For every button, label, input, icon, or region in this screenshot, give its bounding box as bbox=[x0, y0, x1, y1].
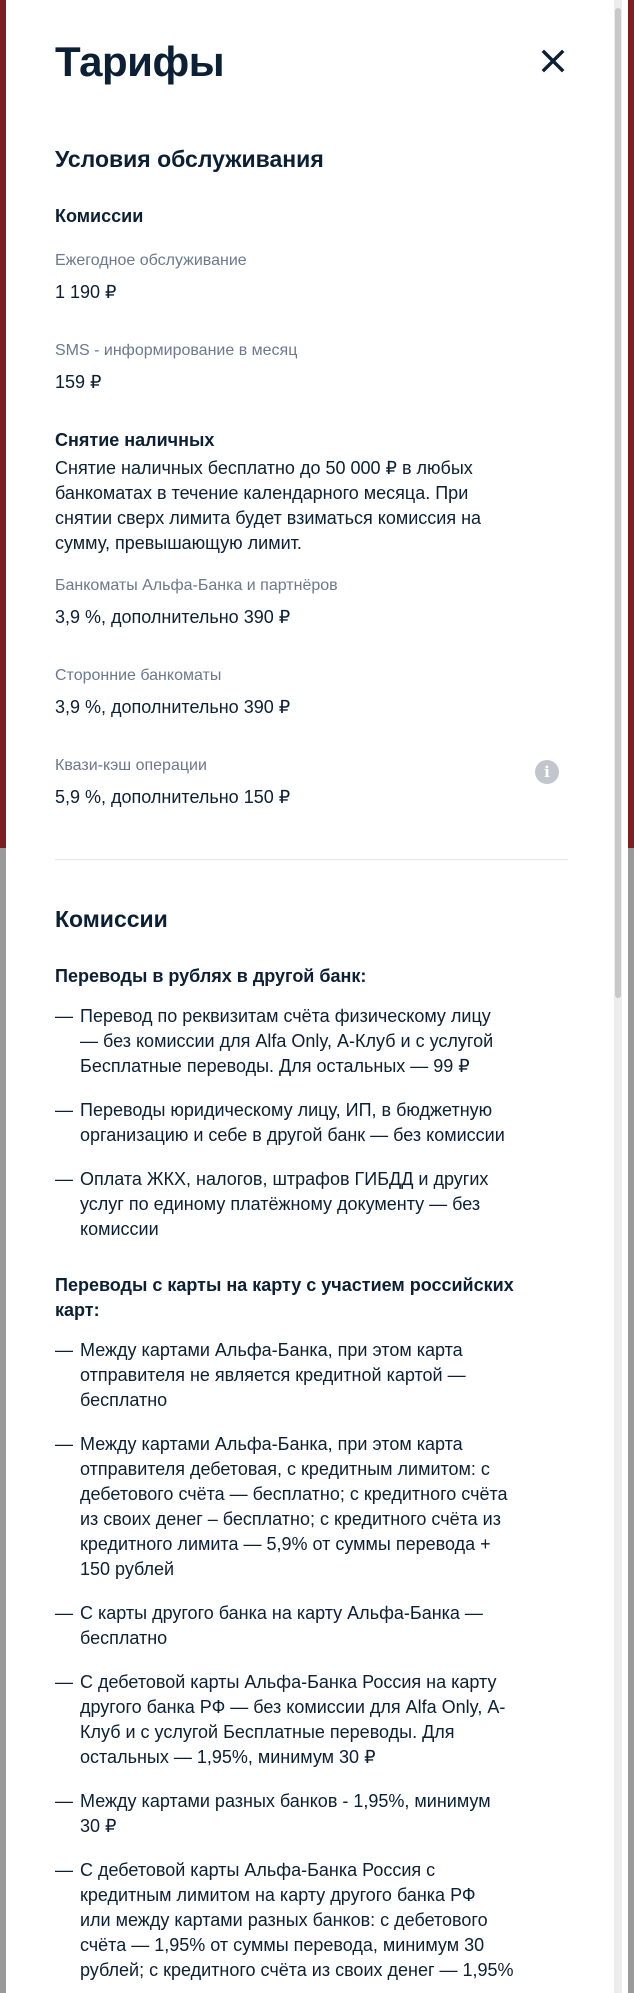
close-button[interactable] bbox=[536, 44, 570, 78]
alfa-atm-label: Банкоматы Альфа-Банка и партнёров bbox=[55, 577, 338, 594]
fees-heading: Комиссии bbox=[55, 906, 168, 932]
cash-withdrawal-subheading: Снятие наличных bbox=[55, 430, 215, 450]
cash-desc-line: сумму, превышающую лимит. bbox=[55, 533, 302, 553]
annual-fee-label: Ежегодное обслуживание bbox=[55, 252, 247, 269]
cash-desc-line: Снятие наличных бесплатно до 50 000 ₽ в любых bbox=[55, 458, 473, 478]
modal-title: Тарифы bbox=[55, 38, 225, 85]
commissions-subheading: Комиссии bbox=[55, 206, 144, 226]
rub-transfers-heading: Переводы в рублях в другой банк: bbox=[55, 966, 367, 986]
list-item: — С карты другого банка на карту Альфа-Банка — бесплатно bbox=[55, 1601, 568, 1651]
cash-desc-line: снятии сверх лимита будет взиматься комиссия на bbox=[55, 508, 482, 528]
third-party-atm-value: 3,9 %, дополнительно 390 ₽ bbox=[55, 697, 291, 717]
list-item: — Между картами Альфа-Банка, при этом карта отправителя дебетовая, с кредитным лимитом: с дебетового счёта — бесплатно; с кредитного счёта из своих денег – бесплатно; с кредитного счёта из кредитного лимита — 5,9% от суммы перевода + 150 рублей bbox=[55, 1432, 568, 1582]
list-item: — Между картами разных банков - 1,95%, минимум 30 ₽ bbox=[55, 1789, 568, 1839]
list-item: — Оплата ЖКХ, налогов, штрафов ГИБДД и других услуг по единому платёжному документу — без комиссии bbox=[55, 1167, 568, 1242]
info-icon[interactable]: i bbox=[535, 760, 559, 784]
card-transfers-heading: Переводы с карты на карту с участием российских карт: bbox=[55, 1275, 514, 1320]
list-item: — Между картами Альфа-Банка, при этом карта отправителя не является кредитной картой — бесплатно bbox=[55, 1338, 568, 1413]
alfa-atm-value: 3,9 %, дополнительно 390 ₽ bbox=[55, 607, 291, 627]
list-item: — С дебетовой карты Альфа-Банка Россия на карту другого банка РФ — без комиссии для Alfa Only, А- Клуб и с услугой Бесплатные переводы. Для остальных — 1,95%, минимум 30 ₽ bbox=[55, 1670, 568, 1770]
list-item: — Перевод по реквизитам счёта физическому лицу — без комиссии для Alfa Only, А-Клуб и с услугой Бесплатные переводы. Для остальных — 99 ₽ bbox=[55, 1004, 568, 1079]
close-icon bbox=[541, 49, 565, 73]
rub-transfers-list bbox=[55, 1004, 568, 1242]
modal-scrollbar[interactable] bbox=[614, 0, 622, 1993]
list-item: — Переводы юридическому лицу, ИП, в бюджетную организацию и себе в другой банк — без комиссии bbox=[55, 1098, 568, 1148]
third-party-atm-label: Сторонние банкоматы bbox=[55, 667, 222, 684]
quasi-cash-label: Квази-кэш операции bbox=[55, 757, 207, 774]
section-divider bbox=[55, 859, 568, 860]
list-item: — С дебетовой карты Альфа-Банка Россия с кредитным лимитом на карту другого банка РФ или между картами разных банков: с дебетового счёта — 1,95% от суммы перевода, минимум 30 рублей; с кредитного счёта из своих денег — 1,95% bbox=[55, 1858, 568, 1983]
cash-desc-line: банкоматах в течение календарного месяца. При bbox=[55, 483, 469, 503]
quasi-cash-value: 5,9 %, дополнительно 150 ₽ bbox=[55, 787, 291, 807]
annual-fee-value: 1 190 ₽ bbox=[55, 282, 117, 302]
cash-withdrawal-description bbox=[55, 456, 568, 556]
conditions-heading: Условия обслуживания bbox=[55, 146, 324, 172]
sms-fee-value: 159 ₽ bbox=[55, 372, 102, 392]
card-transfers-list bbox=[55, 1338, 568, 1983]
sms-fee-label: SMS - информирование в месяц bbox=[55, 342, 298, 359]
tariffs-modal bbox=[6, 0, 628, 1993]
scrollbar-thumb[interactable] bbox=[615, 8, 621, 998]
